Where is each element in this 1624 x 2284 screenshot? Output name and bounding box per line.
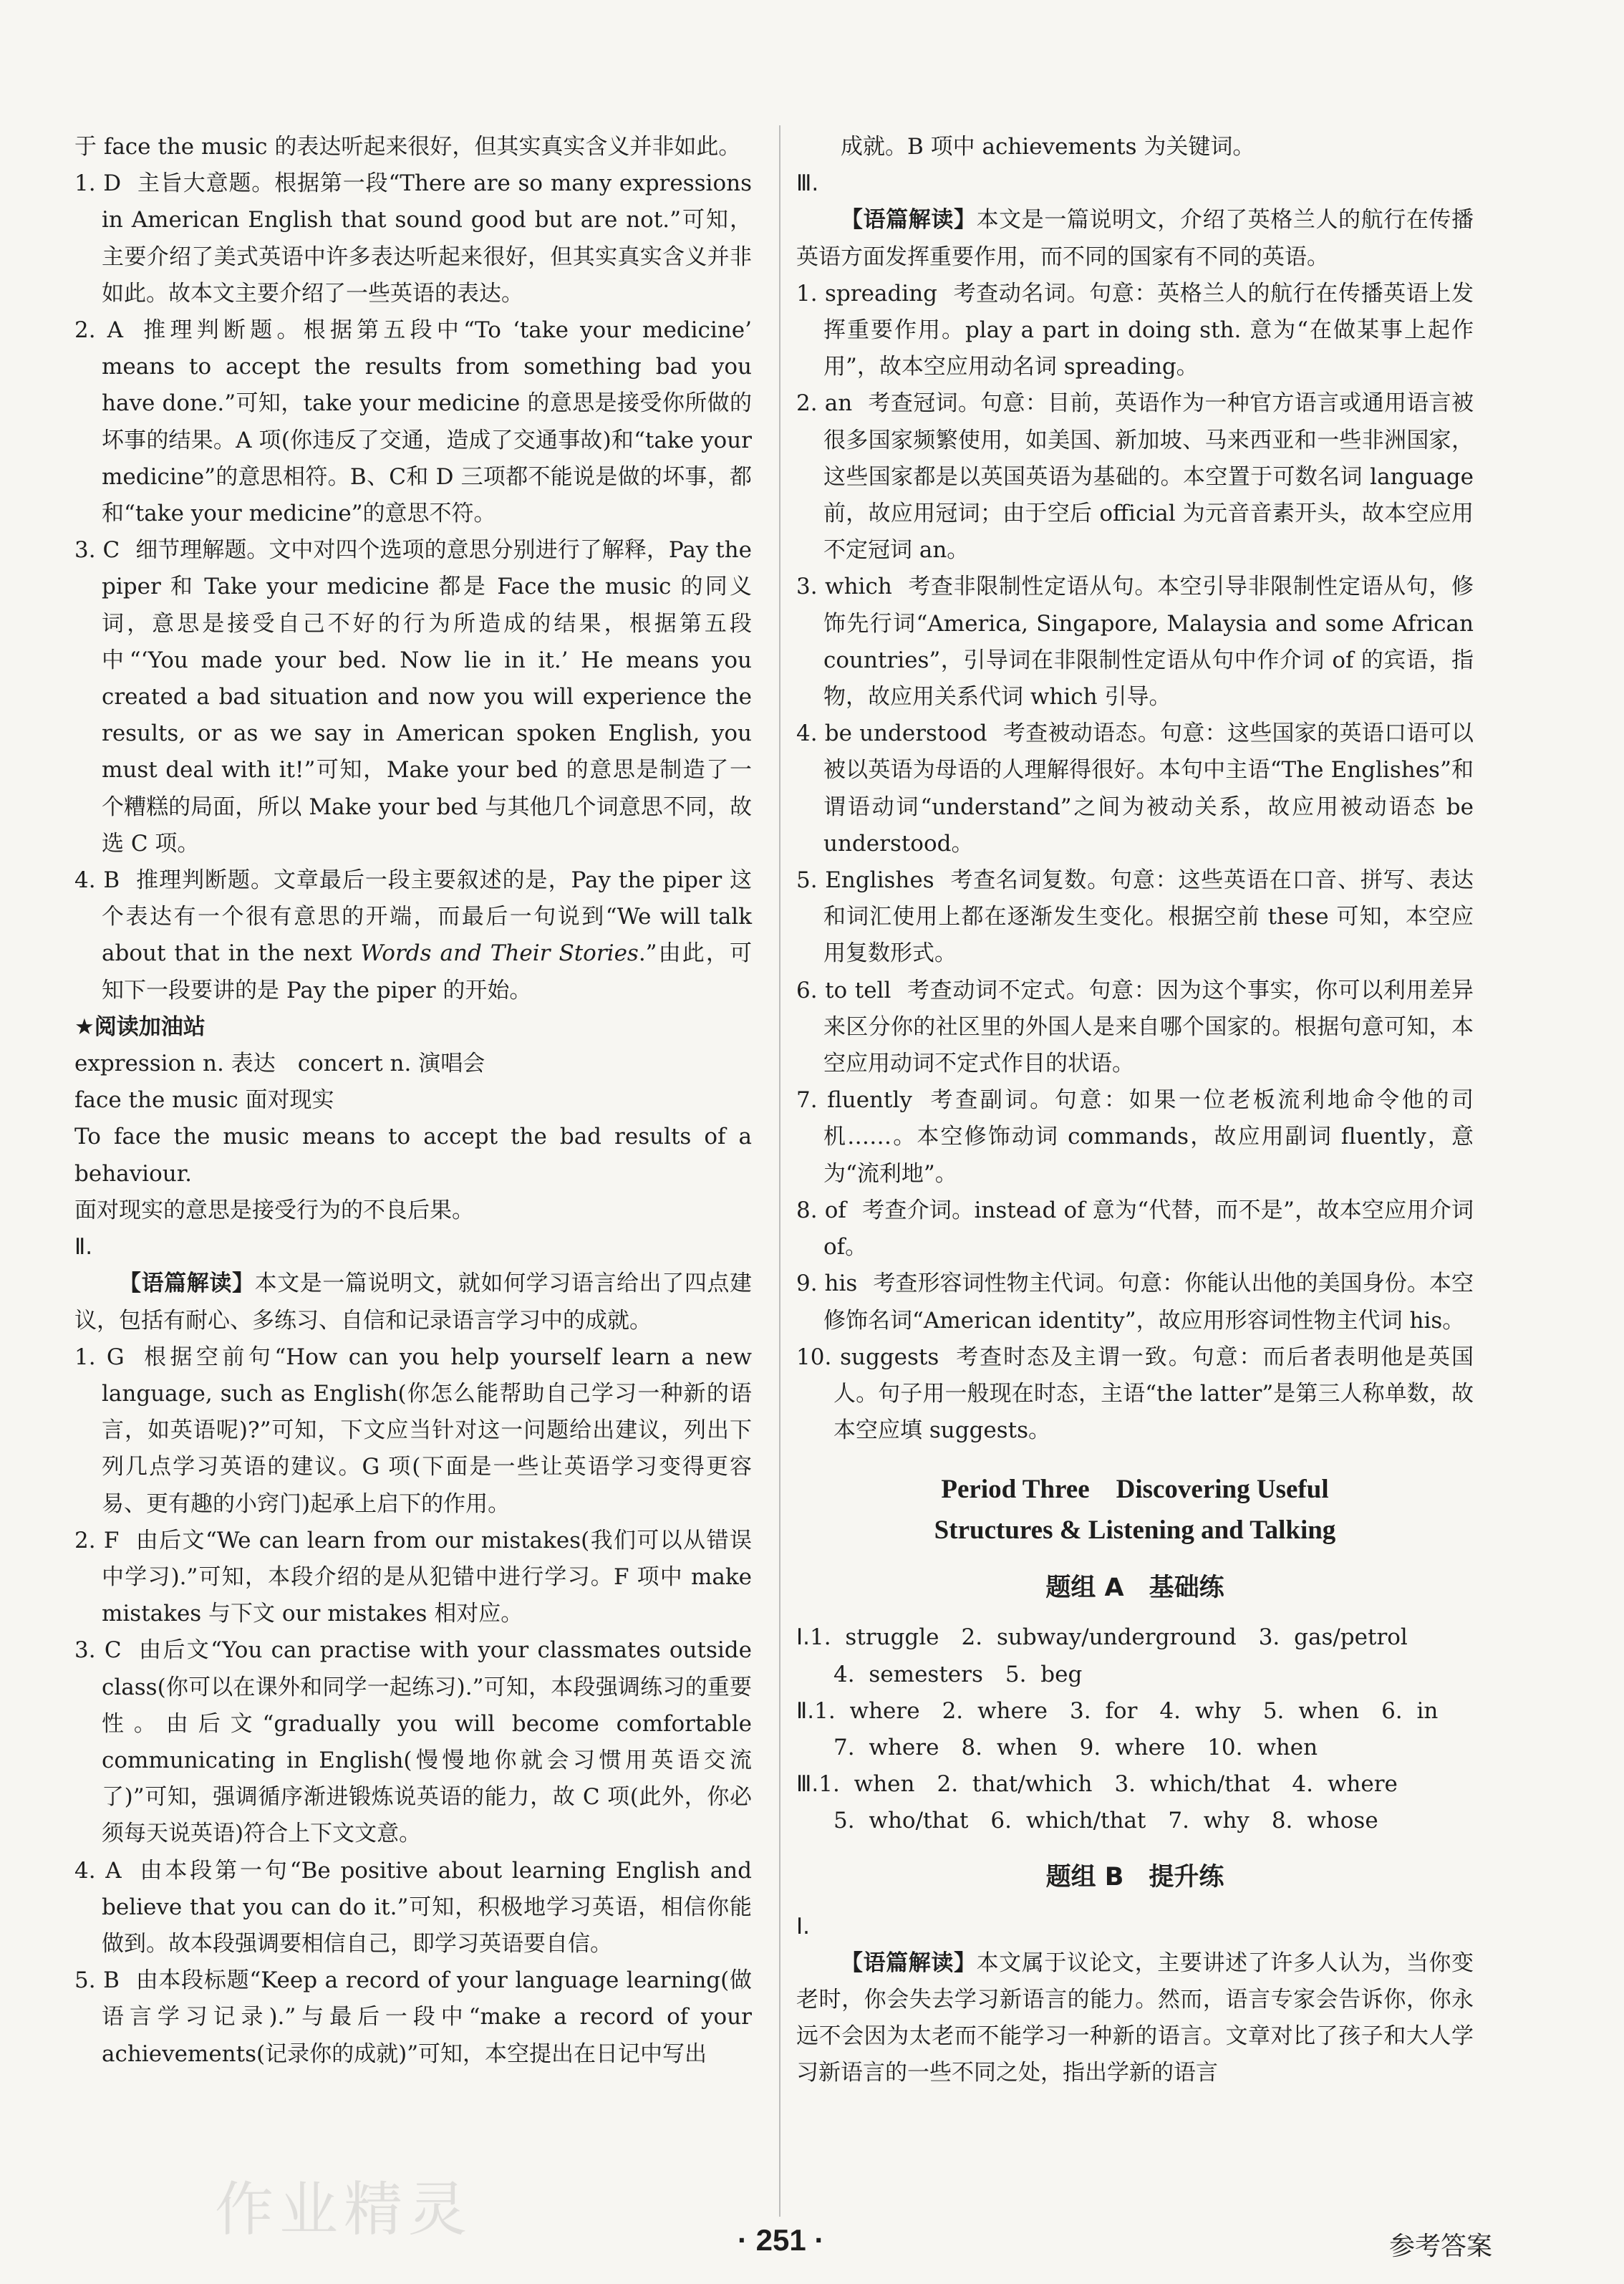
answer-item xyxy=(796,1192,1474,1266)
answer-item xyxy=(74,165,752,312)
answer-row xyxy=(796,1693,1474,1730)
answer-explanation: 考查时态及主谓一致。句意：而后者表明他是英国人。句子用一般现在时态，主语“the latter”是第三人称单数，故本空应填 suggests。 xyxy=(833,1344,1474,1444)
answer-number: 1. D xyxy=(74,170,122,197)
answer-number: 4. B xyxy=(74,867,120,894)
answer-item xyxy=(796,715,1474,862)
passage-analysis-text: 本文是一篇说明文，就如何学习语言给出了四点建议，包括有耐心、多练习、自信和记录语言学习中的成就。 xyxy=(74,1271,753,1334)
answer-line-cont: 4. semesters 5. beg xyxy=(833,1661,1083,1687)
answer-explanation: 考查冠词。句意：目前，英语作为一种官方语言或通用语言被很多国家频繁使用，如美国、新加坡、马来西亚和一些非洲国家，这些国家都是以英国英语为基础的。本空置于可数名词 language 前，故应用冠词；由于空后 official 为元音音素开头，故本空应用不定冠词 an。 xyxy=(823,390,1474,564)
answer-number: 4. A xyxy=(74,1857,122,1884)
passage-analysis-label: 【语篇解读】 xyxy=(119,1271,255,1297)
passage-analysis xyxy=(796,202,1474,275)
answer-item xyxy=(796,1266,1474,1339)
intro-text: 于 face the music 的表达听起来很好，但其实真实含义并非如此。 xyxy=(74,134,741,160)
answer-number: 8. of xyxy=(796,1197,846,1223)
answer-explanation: 考查被动语态。句意：这些国家的英语口语可以被以英语为母语的人理解得很好。本句中主语“The Englishes”和谓语动词“understand”之间为被动关系，故应用被动语态 be understood。 xyxy=(823,721,1474,857)
right-column xyxy=(796,129,1474,2092)
answer-item xyxy=(796,862,1474,973)
answer-line: 1. where 2. where 3. for 4. why 5. when 6. in xyxy=(814,1697,1439,1724)
period-title-line-2: Structures & Listening and Talking xyxy=(934,1516,1336,1546)
answer-explanation: 由后文“We can learn from our mistakes(我们可以从错误中学习).”可知，本段介绍的是从犯错中进行学习。F 项中 make mistakes 与下文 our mistakes 相对应。 xyxy=(102,1527,752,1627)
answer-explanation: 推理判断题。文章最后一段主要叙述的是，Pay the piper 这个表达有一个很有意思的开端，而最后一句说到“We will talk about that in the next xyxy=(102,867,752,967)
passage-analysis xyxy=(74,1266,752,1339)
answer-explanation-end: .”由此，可知下一段要讲的是 Pay the piper 的开始。 xyxy=(102,940,753,1003)
answer-number: 3. which xyxy=(796,574,892,600)
answer-explanation: 根据空前句“How can you help yourself learn a new language, such as English(你怎么能帮助自己学习一种新的语言，如英语呢)?”可知，下文应当针对这一问题给出建议，列出下列几点学习英语的建议。G 项(下面是一些让英语学习变得更容易、更有趣的小窍门)起承上启下的作用。 xyxy=(102,1344,752,1517)
answer-number: 1. spreading xyxy=(796,280,938,307)
section-roman-b1: Ⅰ. xyxy=(796,1913,810,1940)
section-label: 参考答案 xyxy=(1389,2232,1493,2261)
answer-number: 6. to tell xyxy=(796,977,891,1003)
answer-explanation: 考查动词不定式。句意：因为这个事实，你可以利用差异来区分你的社区里的外国人是来自哪个国家的。根据句意可知，本空应用动词不定式作目的状语。 xyxy=(823,977,1474,1077)
answer-explanation: 推理判断题。根据第五段中“To ‘take your medicine’ means to accept the results from something bad you have done.”可知，take your medicine 的意思是接受你所做的坏事的结果。A 项(你违反了交通，造成了交通事故)和“take your medicine”的意思相符。B、C和 D 三项都不能说是做的坏事，都和“take your medicine”的意思不符。 xyxy=(102,317,752,527)
answer-number: 4. be understood xyxy=(796,721,987,747)
answer-item xyxy=(74,532,752,862)
answer-roman: Ⅲ. xyxy=(796,1771,819,1798)
group-b-title: 题组 B 提升练 xyxy=(1045,1862,1224,1892)
answer-number: 3. C xyxy=(74,1637,122,1664)
passage-analysis-text: 本文是一篇说明文，介绍了英格兰人的航行在传播英语方面发挥重要作用，而不同的国家有不同的英语。 xyxy=(796,207,1474,270)
passage-analysis-label: 【语篇解读】 xyxy=(841,1950,977,1976)
answer-explanation: 主旨大意题。根据第一段“There are so many expressions in American English that sound good but are not.”可知，主要介绍了美式英语中许多表达听起来很好，但其实真实含义并非如此。故本文主要介绍了一些英语的表达。 xyxy=(102,170,752,307)
answer-item xyxy=(74,1523,752,1633)
answer-explanation: 考查动名词。句意：英格兰人的航行在传播英语上发挥重要作用。play a part in doing sth. 意为“在做某事上起作用”，故本空应用动名词 spreading。 xyxy=(823,280,1474,380)
section-roman-3: Ⅲ. xyxy=(796,170,819,197)
answer-explanation: 考查形容词性物主代词。句意：你能认出他的美国身份。本空修饰名词“American identity”，故应用形容词性物主代词 his。 xyxy=(823,1271,1474,1334)
answer-number: 2. A xyxy=(74,317,124,344)
answer-number: 3. C xyxy=(74,537,120,564)
answer-item xyxy=(74,862,752,1009)
passage-analysis xyxy=(796,1945,1474,2092)
answer-explanation: 考查副词。句意：如果一位老板流利地命令他的司机……。本空修饰动词 commands，故应用副词 fluently，意为“流利地”。 xyxy=(823,1087,1474,1187)
answer-explanation: 由后文“You can practise with your classmates outside class(你可以在课外和同学一起练习).”可知，本段强调练习的重要性。由后文“gradually you will become comfortable communicating in English(慢慢地你就会习惯用英语交流了)”可知，强调循序渐进锻炼说英语的能力，故 C 项(此外，你必须每天说英语)符合上下文文意。 xyxy=(102,1637,752,1847)
reading-station-title: ★阅读加油站 xyxy=(74,1013,206,1040)
answer-item xyxy=(74,1853,752,1963)
answer-number: 2. F xyxy=(74,1527,120,1553)
answer-number: 1. G xyxy=(74,1344,125,1370)
answer-explanation: 考查非限制性定语从句。本空引导非限制性定语从句，修饰先行词“America, Singapore, Malaysia and some African countries”，引导词在非限制性定语从句中作介词 of 的宾语，指物，故应用关系代词 which 引导。 xyxy=(823,574,1474,710)
continued-text: 成就。B 项中 achievements 为关键词。 xyxy=(841,134,1255,160)
answer-explanation: 考查名词复数。句意：这些英语在口音、拼写、表达和词汇使用上都在逐渐发生变化。根据空前 these 可知，本空应用复数形式。 xyxy=(823,867,1474,967)
page-number: · 251 · xyxy=(738,2223,825,2257)
period-title-line-1: Period Three Discovering Useful xyxy=(941,1475,1329,1505)
passage-analysis-text: 本文属于议论文，主要讲述了许多人认为，当你变老时，你会失去学习新语言的能力。然而，语言专家会告诉你，你永远不会因为太老而不能学习一种新的语言。文章对比了孩子和大人学习新语言的一些不同之处，指出学新的语言 xyxy=(796,1950,1474,2086)
left-column xyxy=(74,129,752,2073)
answer-number: 7. fluently xyxy=(796,1087,912,1114)
answer-item xyxy=(74,1632,752,1852)
sentence-chinese: 面对现实的意思是接受行为的不良后果。 xyxy=(74,1197,474,1223)
answer-row xyxy=(796,1619,1474,1656)
period-title xyxy=(796,1469,1474,1551)
answer-item xyxy=(796,276,1474,386)
answer-item xyxy=(796,1339,1474,1450)
answer-explanation: 考查介词。instead of 意为“代替，而不是”，故本空应用介词 of。 xyxy=(823,1197,1474,1261)
answer-explanation: 由本段第一句“Be positive about learning English and believe that you can do it.”可知，积极地学习英语，相信你能做到。故本段强调要相信自己，即学习英语要自信。 xyxy=(102,1857,752,1957)
answer-number: 5. B xyxy=(74,1967,120,1994)
answer-item xyxy=(796,973,1474,1083)
answer-line-cont: 7. where 8. when 9. where 10. when xyxy=(833,1734,1318,1760)
answer-number: 5. Englishes xyxy=(796,867,934,894)
answer-roman: Ⅰ. xyxy=(796,1624,810,1651)
passage-analysis-label: 【语篇解读】 xyxy=(841,207,977,233)
answer-row xyxy=(796,1766,1474,1803)
phrase-line: face the music 面对现实 xyxy=(74,1087,334,1114)
section-roman-2: Ⅱ. xyxy=(74,1234,93,1261)
answer-explanation: 细节理解题。文中对四个选项的意思分别进行了解释，Pay the piper 和 Take your medicine 都是 Face the music 的同义词，意思是接受自己不好的行为所造成的结果，根据第五段中“‘You made your bed. Now lie in it.’ He means you created a bad situation and now you will experience the results, or as we say in American spoken English, you must deal with it!”可知，Make your bed 的意思是制造了一个糟糕的局面，所以 Make your bed 与其他几个词意思不同，故选 C 项。 xyxy=(102,537,752,857)
answer-explanation: 由本段标题“Keep a record of your language learning(做语言学习记录).”与最后一段中“make a record of your achievements(记录你的成就)”可知，本空提出在日记中写出 xyxy=(102,1967,752,2067)
answer-number: 9. his xyxy=(796,1271,858,1297)
answer-item xyxy=(74,1962,752,2073)
answer-number: 10. suggests xyxy=(796,1344,939,1370)
answer-item xyxy=(74,1339,752,1523)
answer-item xyxy=(74,312,752,532)
watermark: 作业精灵 xyxy=(215,2176,473,2244)
vocab-line: expression n. 表达 concert n. 演唱会 xyxy=(74,1051,485,1077)
answer-line: 1. struggle 2. subway/underground 3. gas/petrol xyxy=(810,1624,1408,1651)
column-divider xyxy=(779,125,780,2217)
group-a-title: 题组 A 基础练 xyxy=(1045,1574,1224,1603)
answer-item xyxy=(796,385,1474,569)
answer-item xyxy=(796,1082,1474,1192)
answer-line: 1. when 2. that/which 3. which/that 4. where xyxy=(818,1771,1398,1798)
sentence-english: To face the music means to accept the bad results of a behaviour. xyxy=(74,1124,752,1187)
answer-line-cont: 5. who/that 6. which/that 7. why 8. whose xyxy=(833,1808,1378,1834)
answer-roman: Ⅱ. xyxy=(796,1697,815,1724)
italic-title: Words and Their Stories xyxy=(360,940,639,967)
answer-number: 2. an xyxy=(796,390,853,417)
answer-item xyxy=(796,569,1474,715)
